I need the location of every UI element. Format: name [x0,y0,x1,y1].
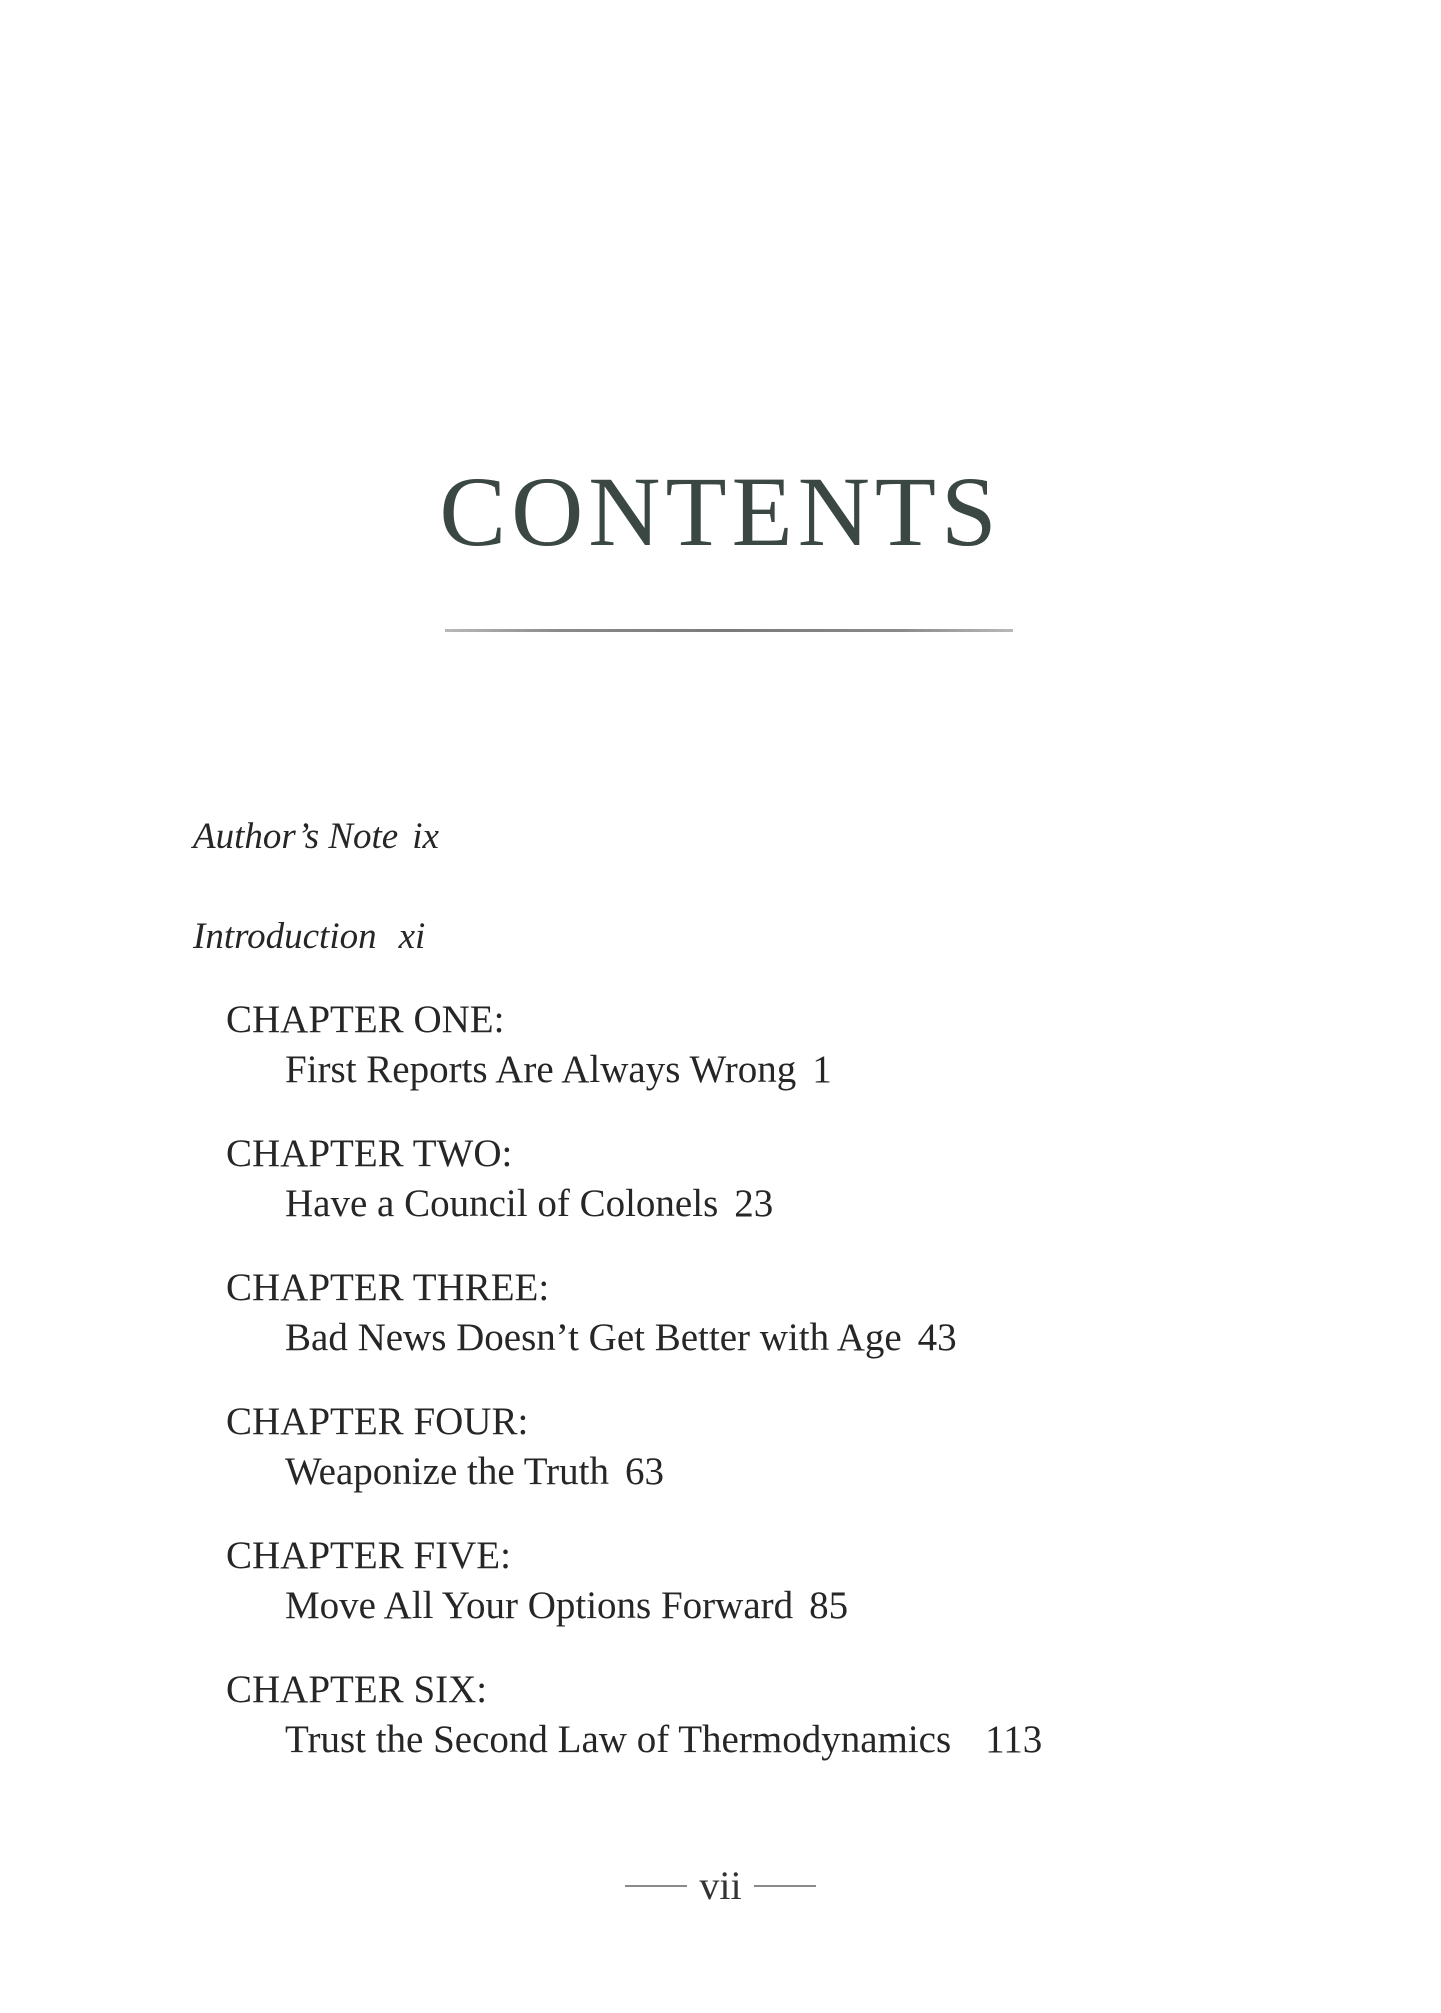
chapter-label: CHAPTER TWO: [226,1132,513,1175]
toc-entry-page: xi [398,916,426,957]
chapter-page: 85 [809,1584,849,1627]
toc-entry-title: Author’s Note [193,816,399,857]
chapter-title: Trust the Second Law of Thermodynamics [285,1718,952,1761]
folio-dash-left [625,1885,687,1887]
chapter-title: Weaponize the Truth [285,1450,609,1493]
chapter-page: 23 [734,1182,774,1225]
chapter-title: Bad News Doesn’t Get Better with Age [285,1316,902,1359]
page-number [0,1863,1441,1908]
title-rule [445,629,1013,632]
toc-chapter-six [226,1670,1042,1759]
chapter-page: 43 [917,1316,957,1359]
toc-entry-authors-note [193,818,439,855]
toc-entry-page: ix [412,816,439,857]
chapter-page: 113 [985,1718,1043,1761]
chapter-page: 1 [812,1048,832,1091]
chapter-label: CHAPTER ONE: [226,998,505,1041]
toc-entry-introduction [193,918,425,955]
chapter-label: CHAPTER THREE: [226,1266,550,1309]
chapter-label: CHAPTER FOUR: [226,1400,529,1443]
toc-chapter-three [226,1268,957,1357]
toc-entry-title: Introduction [193,916,377,957]
toc-chapter-one [226,1000,832,1089]
toc-chapter-five [226,1536,848,1625]
chapter-label: CHAPTER FIVE: [226,1534,511,1577]
page-number-text: vii [699,1863,742,1908]
chapter-title: First Reports Are Always Wrong [285,1048,797,1091]
folio-dash-right [754,1885,816,1887]
toc-chapter-two [226,1134,773,1223]
chapter-page: 63 [624,1450,664,1493]
chapter-title: Move All Your Options Forward [285,1584,794,1627]
chapter-title: Have a Council of Colonels [285,1182,719,1225]
chapter-label: CHAPTER SIX: [226,1668,488,1711]
page-title: CONTENTS [439,456,1002,567]
toc-chapter-four [226,1402,664,1491]
